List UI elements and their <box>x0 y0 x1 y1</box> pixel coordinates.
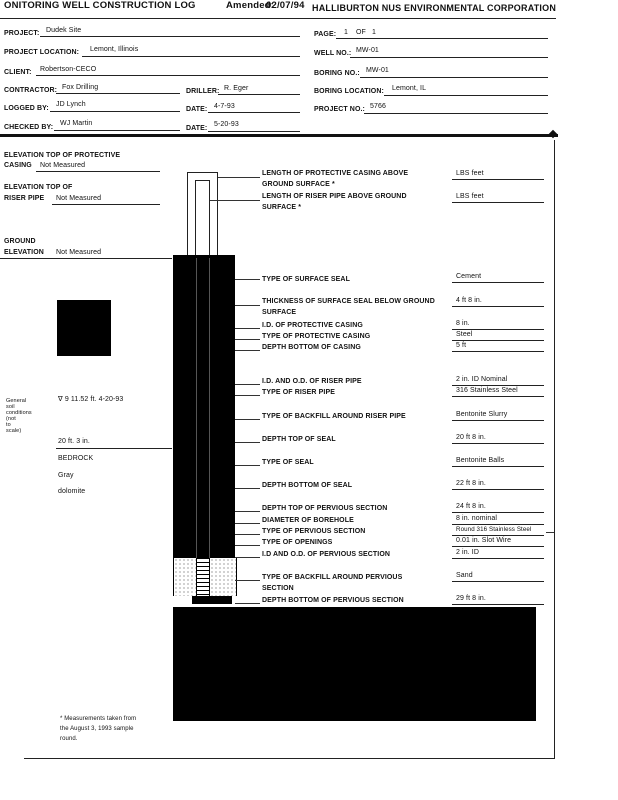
detail-label2-18: SECTION <box>262 585 294 592</box>
leader-2 <box>235 279 260 280</box>
checked-date-line <box>208 131 300 132</box>
bedrock-depth: 20 ft. 3 in. <box>58 438 90 445</box>
boring-location-value: Lemont, IL <box>392 85 427 92</box>
detail-label-10: DEPTH TOP OF SEAL <box>262 436 336 443</box>
project-number-label: PROJECT NO.: <box>314 106 365 113</box>
leader-5 <box>235 339 260 340</box>
riser-wall-right <box>209 180 210 258</box>
detail-label-12: DEPTH BOTTOM OF SEAL <box>262 482 353 489</box>
redaction-block <box>173 607 536 721</box>
riser-wall-left <box>195 180 196 258</box>
gray-label: Gray <box>58 472 74 479</box>
detail-label-11: TYPE OF SEAL <box>262 459 314 466</box>
detail-label-8: TYPE OF RISER PIPE <box>262 389 335 396</box>
bedrock-label: BEDROCK <box>58 455 94 462</box>
value-line-13 <box>452 512 544 513</box>
detail-value-2: Cement <box>456 273 482 280</box>
location-value: Lemont, Illinois <box>90 46 139 53</box>
leader-8 <box>235 395 260 396</box>
detail-label-19: DEPTH BOTTOM OF PERVIOUS SECTION <box>262 597 404 604</box>
section-divider <box>0 134 558 137</box>
detail-label-4: I.D. OF PROTECTIVE CASING <box>262 322 363 329</box>
value-line-3 <box>452 306 544 307</box>
general-note-5: to <box>6 422 11 428</box>
detail-value-0: LBS feet <box>456 170 484 177</box>
leader-19 <box>235 603 260 604</box>
elev-casing-value: Not Measured <box>40 162 86 169</box>
value-line-2 <box>452 282 544 283</box>
bedrock-line <box>56 448 172 449</box>
detail-label-5: TYPE OF PROTECTIVE CASING <box>262 333 371 340</box>
leader-7 <box>235 384 260 385</box>
checked-date-label: DATE: <box>186 125 208 132</box>
page-label: PAGE: <box>314 31 337 38</box>
leader-6 <box>235 350 260 351</box>
boring-line <box>360 77 548 78</box>
general-note-2: soil <box>6 404 15 410</box>
detail-label-2: TYPE OF SURFACE SEAL <box>262 276 350 283</box>
elev-riser-line <box>52 204 160 205</box>
general-note-4: (not <box>6 416 16 422</box>
legend-swatch <box>57 300 111 356</box>
leader-0 <box>218 177 260 178</box>
footnote-1: * Measurements taken from <box>60 716 137 722</box>
general-note-1: General <box>6 398 27 404</box>
leader-14 <box>235 523 260 524</box>
detail-label2-3: SURFACE <box>262 309 297 316</box>
detail-value-17: 2 in. ID <box>456 549 479 556</box>
client-line <box>36 75 300 76</box>
logged-label: LOGGED BY: <box>4 105 49 112</box>
project-number-line <box>364 113 548 114</box>
checked-date-value: 5-20-93 <box>214 121 239 128</box>
value-line-16 <box>452 546 544 547</box>
value-line-4 <box>452 329 544 330</box>
value-line-19 <box>452 604 544 605</box>
logged-date-value: 4-7-93 <box>214 103 235 110</box>
checked-line <box>54 130 180 131</box>
elev-riser-label-2: RISER PIPE <box>4 195 45 202</box>
leader-10 <box>235 442 260 443</box>
detail-value-9: Bentonite Slurry <box>456 411 508 418</box>
elev-casing-line <box>36 171 160 172</box>
header-rule <box>0 18 556 19</box>
detail-label-6: DEPTH BOTTOM OF CASING <box>262 344 361 351</box>
leader-9 <box>235 419 260 420</box>
detail-label-17: I.D AND O.D. OF PERVIOUS SECTION <box>262 551 391 558</box>
boring-location-line <box>384 95 548 96</box>
leader-4 <box>235 328 260 329</box>
detail-value-5: Steel <box>456 331 473 338</box>
project-number-value: 5766 <box>370 103 386 110</box>
boring-value: MW-01 <box>366 67 389 74</box>
detail-value-15: Round 316 Stainless Steel <box>456 526 532 533</box>
location-label: PROJECT LOCATION: <box>4 49 80 56</box>
page-number: 1 <box>344 29 348 36</box>
page-line <box>336 38 548 39</box>
value-line-8 <box>452 396 544 397</box>
company-name: HALLIBURTON NUS ENVIRONMENTAL CORPORATION <box>312 3 557 13</box>
ground-value: Not Measured <box>56 249 102 256</box>
well-label: WELL NO.: <box>314 50 352 57</box>
detail-label-16: TYPE OF OPENINGS <box>262 539 333 546</box>
value-line-7 <box>452 385 544 386</box>
logged-value: JD Lynch <box>56 101 86 108</box>
riser-pipe <box>196 258 210 558</box>
leader-17 <box>235 557 260 558</box>
contractor-line <box>56 93 180 94</box>
value-arrow <box>546 532 554 533</box>
ground-label-1: GROUND <box>4 238 36 245</box>
project-value: Dudek Site <box>46 27 82 34</box>
casing-wall-right <box>217 172 218 258</box>
casing-wall-left <box>187 172 188 258</box>
leader-3 <box>235 305 260 306</box>
riser-cap <box>195 180 210 181</box>
elev-riser-value: Not Measured <box>56 195 102 202</box>
detail-value-18: Sand <box>456 572 473 579</box>
detail-label-1: LENGTH OF RISER PIPE ABOVE GROUND <box>262 193 407 200</box>
leader-11 <box>235 465 260 466</box>
page-of: OF <box>356 29 366 36</box>
logged-date-line <box>208 112 300 113</box>
driller-label: DRILLER: <box>186 88 220 95</box>
value-line-5 <box>452 340 544 341</box>
general-note-3: conditions <box>6 410 32 416</box>
logged-line <box>50 111 180 112</box>
detail-label2-0: GROUND SURFACE * <box>262 181 335 188</box>
project-line <box>40 36 300 37</box>
well-screen <box>196 558 210 596</box>
project-label: PROJECT: <box>4 30 40 37</box>
value-line-15 <box>452 535 544 536</box>
client-value: Robertson-CECO <box>40 66 97 73</box>
detail-value-13: 24 ft 8 in. <box>456 503 486 510</box>
value-line-10 <box>452 443 544 444</box>
value-line-14 <box>452 524 544 525</box>
checked-value: WJ Martin <box>60 120 93 127</box>
well-value: MW-01 <box>356 47 379 54</box>
value-line-6 <box>452 351 544 352</box>
detail-value-19: 29 ft 8 in. <box>456 595 486 602</box>
leader-18 <box>235 580 260 581</box>
casing-cap <box>187 172 218 173</box>
value-line-12 <box>452 489 544 490</box>
page-total: 1 <box>372 29 376 36</box>
detail-label-7: I.D. AND O.D. OF RISER PIPE <box>262 378 362 385</box>
elev-casing-label-2: CASING <box>4 162 32 169</box>
value-line-17 <box>452 558 544 559</box>
dolomite-label: dolomite <box>58 488 86 495</box>
detail-value-12: 22 ft 8 in. <box>456 480 486 487</box>
leader-16 <box>235 545 260 546</box>
frame-right <box>554 140 555 758</box>
general-note-6: scale) <box>6 428 22 434</box>
detail-value-6: 5 ft <box>456 342 467 349</box>
footnote-2: the August 3, 1993 sample <box>60 726 134 732</box>
driller-value: R. Eger <box>224 85 249 92</box>
ground-label-2: ELEVATION <box>4 249 44 256</box>
detail-label-13: DEPTH TOP OF PERVIOUS SECTION <box>262 505 388 512</box>
detail-label-18: TYPE OF BACKFILL AROUND PERVIOUS <box>262 574 403 581</box>
detail-value-11: Bentonite Balls <box>456 457 505 464</box>
value-line-1 <box>452 202 544 203</box>
leader-13 <box>235 511 260 512</box>
detail-label-0: LENGTH OF PROTECTIVE CASING ABOVE <box>262 170 409 177</box>
detail-value-7: 2 in. ID Nominal <box>456 376 508 383</box>
boring-location-label: BORING LOCATION: <box>314 88 384 95</box>
detail-value-10: 20 ft 8 in. <box>456 434 486 441</box>
value-line-18 <box>452 581 544 582</box>
footnote-3: round. <box>60 736 78 742</box>
screen-bottom-cap <box>192 596 232 604</box>
location-line <box>82 56 300 57</box>
client-label: CLIENT: <box>4 69 32 76</box>
value-line-0 <box>452 179 544 180</box>
logged-date-label: DATE: <box>186 106 208 113</box>
value-line-11 <box>452 466 544 467</box>
value-line-9 <box>452 420 544 421</box>
detail-label-9: TYPE OF BACKFILL AROUND RISER PIPE <box>262 413 406 420</box>
checked-label: CHECKED BY: <box>4 124 54 131</box>
driller-line <box>218 94 300 95</box>
log-title: ONITORING WELL CONSTRUCTION LOG <box>4 0 196 11</box>
detail-label-14: DIAMETER OF BOREHOLE <box>262 517 354 524</box>
detail-value-8: 316 Stainless Steel <box>456 387 518 394</box>
detail-value-1: LBS feet <box>456 193 484 200</box>
boring-label: BORING NO.: <box>314 70 360 77</box>
contractor-value: Fox Drilling <box>62 84 99 91</box>
detail-value-4: 8 in. <box>456 320 470 327</box>
well-line <box>350 57 548 58</box>
amended-date: 02/07/94 <box>266 0 305 11</box>
detail-value-16: 0.01 in. Slot Wire <box>456 537 512 544</box>
elev-riser-label-1: ELEVATION TOP OF <box>4 184 73 191</box>
detail-label-15: TYPE OF PERVIOUS SECTION <box>262 528 366 535</box>
detail-value-14: 8 in. nominal <box>456 515 497 522</box>
elev-casing-label-1: ELEVATION TOP OF PROTECTIVE <box>4 152 121 159</box>
leader-15 <box>235 534 260 535</box>
water-level: ∇ 9 11.52 ft. 4-20-93 <box>58 396 124 403</box>
detail-value-3: 4 ft 8 in. <box>456 297 482 304</box>
ground-line <box>0 258 172 259</box>
leader-12 <box>235 488 260 489</box>
detail-label2-1: SURFACE * <box>262 204 302 211</box>
leader-1 <box>210 200 260 201</box>
amended-label: Amended: <box>226 0 275 11</box>
frame-bottom <box>24 758 555 759</box>
contractor-label: CONTRACTOR: <box>4 87 58 94</box>
detail-label-3: THICKNESS OF SURFACE SEAL BELOW GROUND <box>262 298 435 305</box>
